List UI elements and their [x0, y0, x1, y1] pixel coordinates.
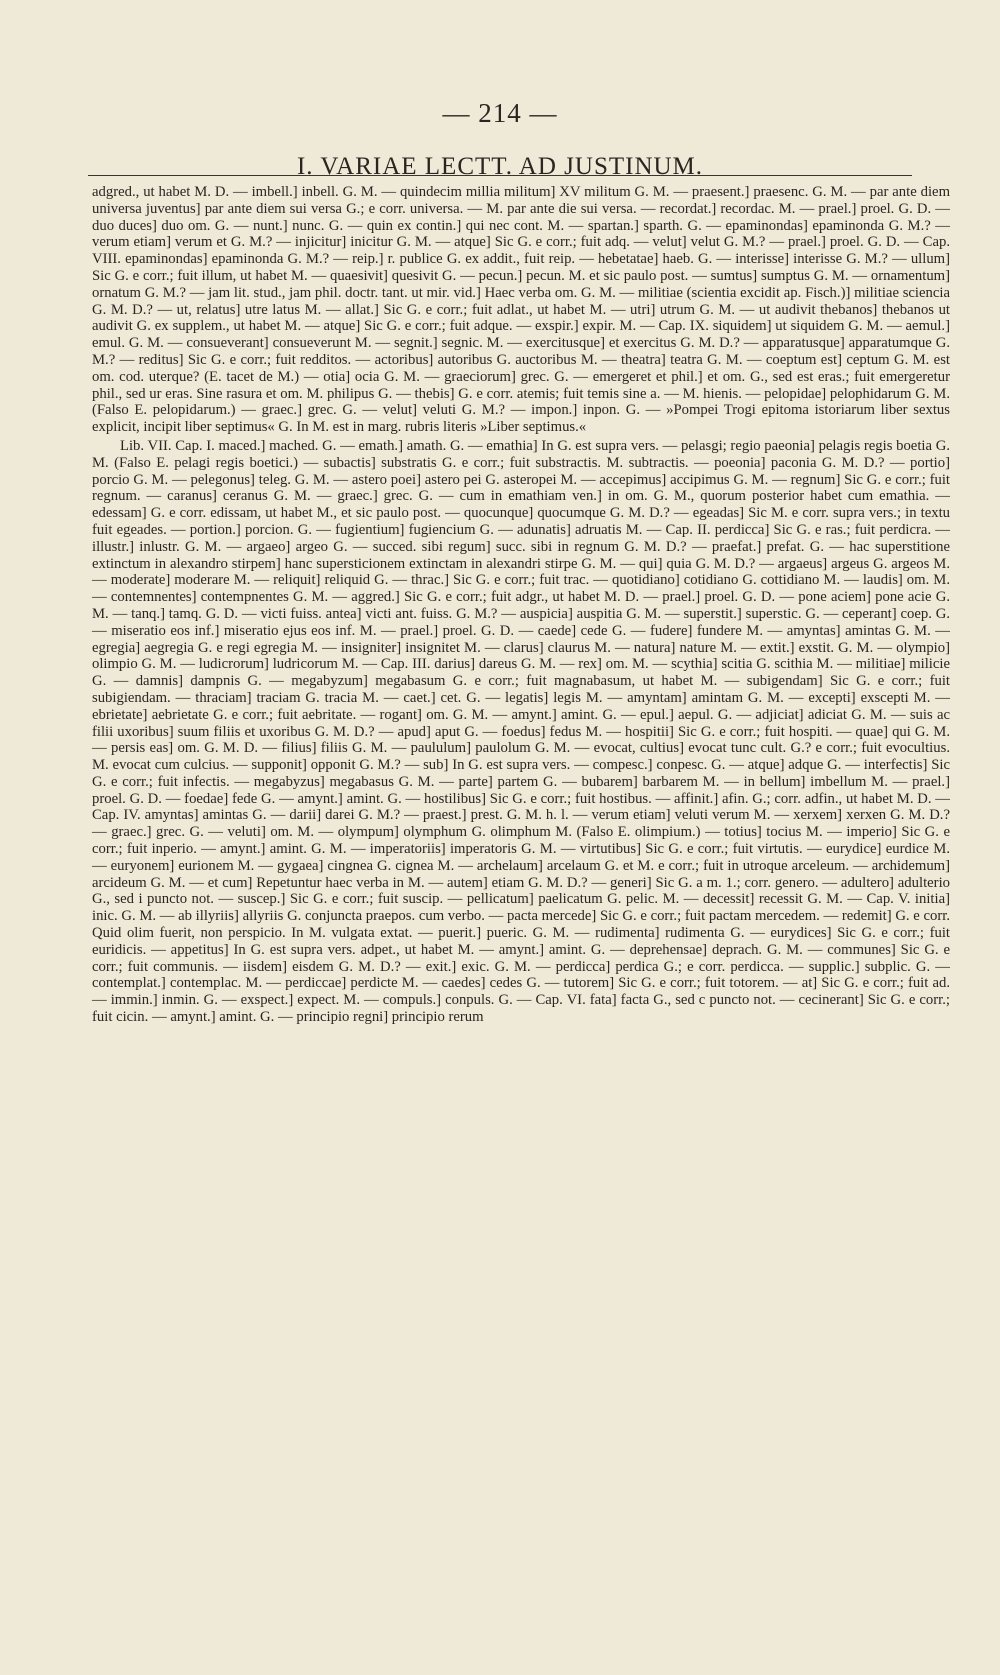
page-number: — 214 —: [442, 98, 558, 128]
body-text: [92, 184, 950, 1026]
running-head: I. VARIAE LECTT. AD JUSTINUM.: [296, 153, 704, 180]
paragraph-book-vii-notes: Lib. VII. Cap. I. maced.] mached. G. — emath.] amath. G. — emathia] In G. est supra vers. — pelasgi; regio paeonia] pelagis regis boetia G. M. (Falso E. pelagi regis boetici.) — subactis] substratis G. e corr.; fuit substractis. M. subtractis. — poeonia] paconia G. M. D.? — portio] porcio G. M. — pelegonus] teleg. G. M. — astero poei] astero pei G. asteropei M. — accepimus] accipimus G. M. — regnum] Sic G. e corr.; fuit regnum. — caranus] ceranus G. M. — graec.] grec. G. — cum in emathiam ven.] in om. G. M., quorum posterior habet cum emathia. — edessam] G. e corr. edissam, ut habet M., et sic paulo post. — quocunque] quocumque G. M. D.? — egeadas] Sic M. e corr. supra vers.; in textu fuit egeades. — portion.] porcion. G. — fugientium] fugiencium G. — adunatis] adruatis M. — Cap. II. perdicca] Sic G. e ras.; fuit perdicra. — illustr.] inlustr. G. M. — argaeo] argeo G. — succed. sibi regum] succ. sibi in regnum G. M. D.? — praefat.] prefat. G. — hac superstitione extinctum in alexandro stirpem] hanc supersticionem extinctam in alexandri stirpe G. M. — qui] quia G. M. D.? — argaeus] argeus G. argeos M. — moderate] moderare M. — reliquit] reliquid G. — thrac.] Sic G. e corr.; fuit trac. — quotidiano] cotidiano G. cottidiano M. — laudis] om. M. — contemnentes] contempnentes G. M. — aggred.] Sic G. e corr.; fuit adgr., ut habet M. D. — prael.] proel. G. D. — pone aciem] pone acie G. M. — tanq.] tamq. G. D. — victi fuiss. antea] victi ant. fuiss. G. M.? — auspicia] auspitia G. M. — superstit.] superstic. G. — ceperant] coep. G. — miseratio eos inf.] miseratio ejus eos inf. M. — prael.] proel. G. D. — caede] cede G. — fudere] fundere M. — amyntas] amintas G. M. — egregia] aegregia G. e regi egregia M. — insigniter] insignitet M. — clarus] claurus M. — natura] nature M. — extit.] exstit. G. M. — olympio] olimpio G. M. — ludicrorum] ludricorum M. — Cap. III. darius] dareus G. M. — rex] om. M. — scythia] scitia G. scithia M. — militiae] milicie G. — damnis] dampnis G. — megabyzum] megabasum G. e corr.; fuit magnabasum, ut habet M. — subigendam] Sic G. e corr.; fuit subigiendam. — thraciam] traciam G. tracia M. — caet.] cet. G. — legatis] legis M. — amyntam] amintam G. M. — excepti] exscepti M. — ebrietate] aebrietate G. e corr.; fuit aebritate. — rogant] om. G. M. — amynt.] amint. G. — epul.] aepul. G. — adjiciat] adiciat G. M. — suis ac filii uxoribus] suum filiis et uxoribus G. M. D.? — apud] aput G. — foedus] fedus M. — hospitii] Sic G. e corr.; fuit hospiti. — quae] qui G. M. — persis eas] om. G. M. D. — filius] filiis G. M. — paululum] paulolum G. M. — evocat, cultius] evocat tunc cult. G.? e corr.; fuit evocultius. M. evocat cum culcius. — supponit] opponit G. M.? — sub] In G. est supra vers. — compesc.] conpesc. G. — atque] adque G. — interfectis] Sic G. e corr.; fuit infectis. — megabyzus] megabasus G. M. — parte] partem G. — bubarem] barbarem M. — in bellum] imbellum M. — prael.] proel. G. D. — foedae] fede G. — amynt.] amint. G. — hostilibus] Sic G. e corr.; fuit hostibus. — affinit.] afin. G.; corr. adfin., ut habet M. D. — Cap. IV. amyntas] amintas G. — darii] darei G. M.? — praest.] prest. G. M. h. l. — verum etiam] veluti verum M. — xerxem] xerxen G. M. D.? — graec.] grec. G. — veluti] om. M. — olympum] olymphum G. olimphum M. (Falso E. olimpium.) — totius] tocius M. — imperio] Sic G. e corr.; fuit inperio. — amynt.] amint. G. M. — imperatoriis] imperatoris G. M. — virtutibus] Sic G. e corr.; fuit virtutis. — eurydice] eurdice M. — euryonem] eurionem M. — gygaea] cingnea G. cignea M. — archelaum] arcelaum G. et M. e corr.; fuit in utroque arceleum. — archidemum] arcideum G. M. — et cum] Repetuntur haec verba in M. — autem] etiam G. M. D.? — generi] Sic G. a m. 1.; corr. genero. — adultero] adulterio G., sed i puncto not. — suscep.] Sic G. e corr.; fuit suscip. — pellicatum] paelicatum G. pelic. M. — decessit] recessit G. M. — Cap. V. initia] inic. G. M. — ab illyriis] allyriis G. conjuncta praepos. cum verbo. — pacta mercede] Sic G. e corr.; fuit pactam mercedem. — redemit] G. e corr. Quid olim fuerit, non perspicio. In M. vulgata extat. — puerit.] pueric. G. M. — rudimenta] rudimenta G. — eurydices] Sic G. e corr.; fuit euridicis. — appetitus] In G. est supra vers. adpet., ut habet M. — amynt.] amint. G. — deprehensae] deprach. G. M. — communes] Sic G. e corr.; fuit communis. — iisdem] eisdem G. M. D.? — exit.] exic. G. M. — perdicca] perdica G.; e corr. perdicca. — supplic.] subplic. G. — contemplat.] contemplac. M. — perdiccae] perdicte M. — caedes] cedes G. — tutorem] Sic G. e corr.; fuit totorem. — at] Sic G. e corr.; fuit ad. — immin.] inmin. G. — exspect.] expect. M. — compuls.] conpuls. G. — Cap. VI. fata] facta G., sed c puncto not. — cecinerant] Sic G. e corr.; fuit cicin. — amynt.] amint. G. — principio regni] principio rerum: [92, 437, 950, 1026]
header-rule: [88, 175, 912, 176]
paragraph-book-vi-notes: adgred., ut habet M. D. — imbell.] inbell. G. M. — quindecim millia militum] XV militum G. M. — praesent.] praesenc. G. M. — par ante diem universa juventus] par ante diem sui versa G.; e corr. universa. — M. par ante die sui versa. — recordat.] recordac. M. — prael.] proel. G. D. — duo duces] duo om. G. — nunt.] nunc. G. — quin ex contin.] qui nec cont. M. — spartan.] sparth. G. — epaminondas] epaminonda G. M.? — verum etiam] verum et G. M.? — injicitur] inicitur G. M. — atque] Sic G. e corr.; fuit adq. — velut] velut G. M.? — prael.] proel. G. D. — Cap. VIII. epaminondas] epaminonda G. M.? — reip.] r. publice G. ex addit., fuit reip. — hebetatae] haeb. G. — interisse] interisse G. M.? — ullum] Sic G. e corr.; fuit illum, ut habet M. — quaesivit] quesivit G. — pecun.] pecun. M. et sic paulo post. — sumtus] sumptus G. M. — ornamentum] ornatum G. M.? — jam lit. stud., jam phil. doctr. tant. ut mir. vid.] Haec verba om. G. M. — militiae (scientia excidit ap. Fisch.)] militiae sciencia G. M. D.? — ut, relatus] utre latus M. — allat.] Sic G. e corr.; fuit adlat., ut habet M. — utri] utrum G. M. — ut audivit thebanos] thebanos ut audivit G. ex supplem., ut habet M. — atque] Sic G. e corr.; fuit adque. — exspir.] expir. M. — Cap. IX. siquidem] ut siquidem G. M. — aemul.] emul. G. M. — consueverant] consueverunt M. — segnit.] segnic. M. — exercitusque] et exercitus G. M. D.? — apparatusque] apparatumque G. M.? — reditus] Sic G. e corr.; fuit redditos. — actoribus] autoribus G. auctoribus M. — theatra] teatra G. M. — coeptum est] ceptum G. M. est om. cod. uterque? (E. tacet de M.) — otia] ocia G. M. — graeciorum] grec. G. — emergeret et phil.] et om. G., sed est eras.; fuit emergeretur phil., sed ur eras. Sine rasura et om. M. philipus G. — thebis] G. e corr. atemis; fuit temis sine a. — M. hienis. — pelopidae] pelophidarum G. M. (Falso E. pelopidarum.) — graec.] grec. G. — velut] veluti G. M.? — impon.] inpon. G. — »Pompei Trogi epitoma istoriarum liber sextus explicit, incipit liber septimus« G. In M. est in marg. rubris literis »Liber septimus.«: [92, 184, 950, 436]
